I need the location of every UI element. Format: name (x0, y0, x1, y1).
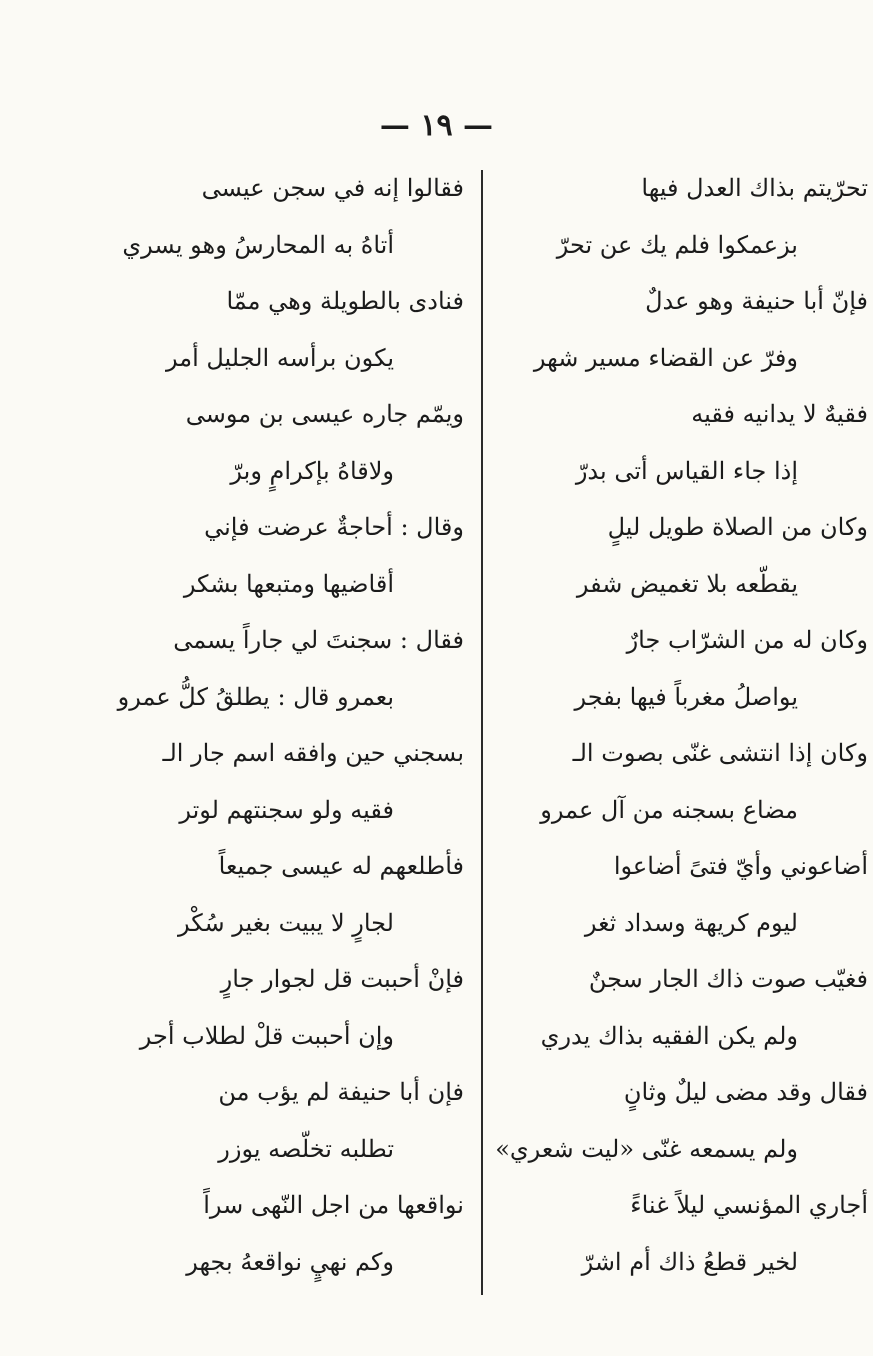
verse-line: مضاع بسجنه من آل عمرو (540, 796, 798, 824)
verse-line: فقال وقد مضى ليلٌ وثانٍ (623, 1078, 868, 1106)
verse-line: وكان له من الشرّاب جارٌ (626, 626, 868, 654)
verse-line: بزعمكوا فلم يك عن تحرّ (556, 231, 798, 259)
verse-line: يكون برأسه الجليل أمر (165, 344, 394, 372)
verse-line: أجاري المؤنسي ليلاً غناءً (630, 1191, 868, 1219)
verse-line: بسجني حين وافقه اسم جار الـ (162, 739, 464, 767)
verse-line: لخير قطعُ ذاك أم اشرّ (581, 1248, 798, 1276)
verse-line: أقاضيها ومتبعها بشكر (183, 570, 394, 598)
verse-line: أتاهُ به المحارسُ وهو يسري (122, 231, 394, 259)
verse-line: فقيه ولو سجنتهم لوتر (179, 796, 394, 824)
left-column (96, 160, 464, 1310)
verse-line: فإنْ أحببت قل لجوار جارٍ (220, 965, 464, 993)
verse-line: نواقعها من اجل النّهى سراً (203, 1191, 464, 1219)
verse-line: أضاعوني وأيّ فتىً أضاعوا (613, 852, 868, 880)
verse-line: وكان إذا انتشى غنّى بصوت الـ (572, 739, 868, 767)
verse-line: وكم نهيٍ نواقعهُ بجهر (186, 1248, 394, 1276)
verse-line: إذا جاء القياس أتى بدرّ (575, 457, 798, 485)
verse-line: يقطّعه بلا تغميض شفر (576, 570, 798, 598)
verse-line: بعمرو قال : يطلقُ كلُّ عمرو (117, 683, 394, 711)
page-number: — ١٩ — (379, 108, 494, 143)
verse-line: وفرّ عن القضاء مسير شهر (533, 344, 798, 372)
verse-line: فقال : سجنتَ لي جاراً يسمى (173, 626, 464, 654)
verse-line: فأطلعهم له عيسى جميعاً (218, 852, 464, 880)
verse-line: فنادى بالطويلة وهي ممّا (226, 287, 464, 315)
verse-line: وإن أحببت قلْ لطلاب أجر (139, 1022, 394, 1050)
verse-line: وكان من الصلاة طويل ليلٍ (607, 513, 868, 541)
verse-line: يواصلُ مغرباً فيها بفجر (574, 683, 798, 711)
verse-line: لجارٍ لا يبيت بغير سُكْر (178, 909, 394, 937)
verse-line: وقال : أحاجةٌ عرضت فإني (204, 513, 464, 541)
verse-line: ليوم كريهة وسداد ثغر (584, 909, 798, 937)
verse-line: فقالوا إنه في سجن عيسى (201, 174, 464, 202)
column-divider (481, 170, 483, 1295)
right-column (495, 160, 868, 1310)
verse-line: ولم يكن الفقيه بذاك يدري (540, 1022, 798, 1050)
verse-line: ولم يسمعه غنّى «ليت شعري» (495, 1135, 798, 1163)
verse-line: تحرّيتم بذاك العدل فيها (641, 174, 868, 202)
verse-line: تطلبه تخلّصه يوزر (218, 1135, 394, 1163)
verse-line: فغيّب صوت ذاك الجار سجنٌ (588, 965, 868, 993)
verse-line: ولاقاهُ بإكرامٍ وبرّ (230, 457, 394, 485)
verse-line: فقيهٌ لا يدانيه فقيه (691, 400, 868, 428)
verse-line: فإنّ أبا حنيفة وهو عدلٌ (645, 287, 868, 315)
verse-line: فإن أبا حنيفة لم يؤب من (218, 1078, 464, 1106)
verse-line: ويمّم جاره عيسى بن موسى (185, 400, 464, 428)
